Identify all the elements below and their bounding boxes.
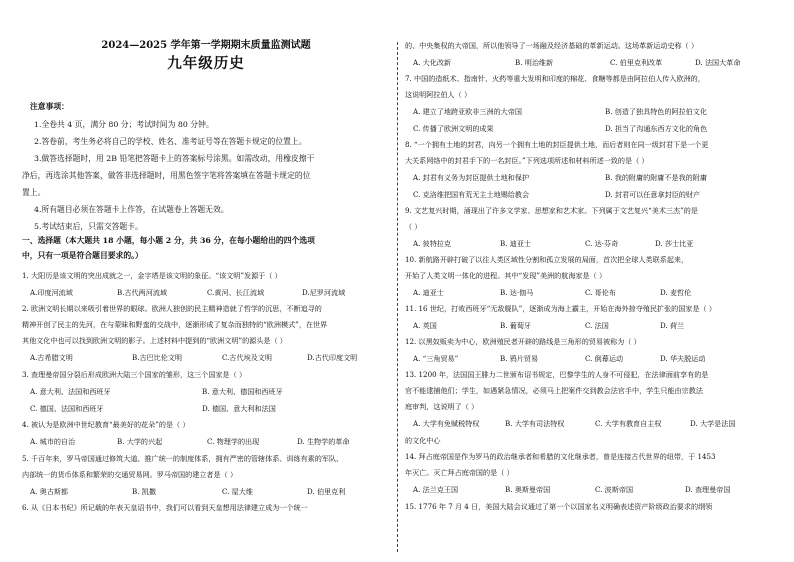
option: C. 克洛维把国有荒无主土地赐给教会 bbox=[413, 190, 530, 199]
option: B. 鸦片贸易 bbox=[500, 354, 539, 363]
option: C. 德国、法国和西班牙 bbox=[30, 404, 104, 413]
question-8-options bbox=[405, 173, 777, 184]
option: C. 物理学的出现 bbox=[207, 437, 260, 446]
question-9: （ ） bbox=[405, 222, 422, 231]
question-6-continued: 的、中央集权的大帝国，所以他领导了一场融及经济基础的革新运动。这场革新运动史称（ ） bbox=[405, 41, 699, 50]
option: C. 倒幕运动 bbox=[585, 354, 624, 363]
option: C.古代埃及文明 bbox=[222, 353, 272, 362]
option: C. 达·芬奇 bbox=[585, 239, 619, 248]
option: A. “三角贸易” bbox=[413, 354, 459, 363]
option: D. 荷兰 bbox=[660, 321, 685, 330]
option: A. 迪亚士 bbox=[413, 288, 444, 297]
notice-line: 3.做答选择题时，用 2B 铅笔把答题卡上的答案标号涂黑。如需改动，用橡皮擦干 bbox=[34, 154, 315, 163]
question-12: 12. 以黑奴贩卖为中心，欧洲殖民者开辟的路线是三角形的贸易被称为（ ） bbox=[405, 337, 641, 346]
option: B. 明治维新 bbox=[515, 58, 554, 67]
option: D. 查理曼帝国 bbox=[685, 485, 731, 494]
option: D. 封君可以任意拿封臣的财产 bbox=[605, 190, 701, 199]
option: B. 大学有司法特权 bbox=[505, 419, 565, 428]
question-3: 3. 查理曼帝国分裂后形成欧洲大陆三个国家的雏形，这三个国家是（ ） bbox=[22, 370, 247, 379]
option: A. 大学有免赋税特权 bbox=[413, 419, 480, 428]
question-13-options bbox=[405, 419, 777, 430]
question-5: 内部统一的货币体系和繁荣的交通贸易网。罗马帝国的建立者是（ ） bbox=[22, 470, 238, 479]
option: A. 彼特拉克 bbox=[413, 239, 452, 248]
option: D. 伯里克利 bbox=[307, 487, 346, 496]
option: A. 意大利、法国和西班牙 bbox=[30, 387, 111, 396]
option: B. 奥斯曼帝国 bbox=[505, 485, 551, 494]
option: B. 大学的兴起 bbox=[117, 437, 163, 446]
option: D. 担当了沟通东西方文化的角色 bbox=[605, 124, 708, 133]
question-10-options bbox=[405, 288, 777, 299]
option: C. 波斯帝国 bbox=[595, 485, 634, 494]
question-10: 10. 新航路开辟打破了以往人类区域性分割和孤立发展的局面，首次把全球人类联系起来， bbox=[405, 255, 689, 264]
question-6-options bbox=[405, 58, 777, 69]
question-15: 15. 1776 年 7 月 4 日，美国大陆会议通过了第一个以国家名义明确表述资产阶级政治要求的纲领 bbox=[405, 502, 713, 511]
notice-line: 1.全卷共 4 页，满分 80 分；考试时间为 80 分钟。 bbox=[34, 120, 214, 129]
question-6: 6. 从《日本书纪》所记载的年表天皇诏书中，我们可以看到天皇想用法律建立成为一个统一 bbox=[22, 503, 308, 512]
question-13-tail: 的文化中心 bbox=[405, 436, 441, 445]
question-10: 开始了人类文明一体化的进程。其中“发现”美洲的航海家是（ ） bbox=[405, 271, 607, 280]
option: A. 城市的自治 bbox=[30, 437, 76, 446]
question-3-options bbox=[22, 387, 390, 398]
question-8-options bbox=[405, 190, 777, 201]
question-11: 11. 16 世纪，打败西班牙“无敌舰队”，逐渐成为海上霸主，开始在海外掠夺殖民扩张的国家是（ ） bbox=[405, 304, 716, 313]
option: B. 达·伽马 bbox=[500, 288, 534, 297]
option: C. 法国 bbox=[585, 321, 609, 330]
option: D. 莎士比亚 bbox=[655, 239, 694, 248]
option: A. 建立了地跨亚欧非三洲的大帝国 bbox=[413, 107, 522, 116]
question-2-options bbox=[22, 353, 390, 364]
notice-line: 置上。 bbox=[22, 188, 46, 197]
question-3-options bbox=[22, 404, 390, 415]
option: C. 屋大维 bbox=[222, 487, 253, 496]
option: D. 德国、意大利和法国 bbox=[202, 404, 276, 413]
option: B. 我的附庸的附庸不是我的附庸 bbox=[605, 173, 707, 182]
question-13: 官不能逮捕他们；学生，如遇紧急情况，必须马上把案件交到教会法官手中，学生只能由宗教法 bbox=[405, 386, 703, 395]
question-5-options bbox=[22, 487, 390, 498]
option: A. 英国 bbox=[413, 321, 437, 330]
question-1: 1. 大阳历是该文明的突出成就之一，金字塔是该文明的象征。“该文明”发源于（ ） bbox=[22, 271, 282, 280]
question-7: 7. 中国的造纸术、指南针、火药等重大发明和印度的棉花、食糖等都是由阿拉伯人传入欧洲的， bbox=[405, 74, 705, 83]
question-14: 14. 拜占庭帝国是作为罗马的政治继承者和希腊的文化继承者，曾是连接古代世界的纽带，于 1453 bbox=[405, 452, 716, 461]
question-7: 这说明阿拉伯人（ ） bbox=[405, 90, 472, 99]
option: C. 伯里克利改革 bbox=[610, 58, 663, 67]
exam-title: 2024—2025 学年第一学期期末质量监测试题 bbox=[101, 40, 311, 51]
option: C.黄河、长江流域 bbox=[207, 288, 265, 297]
question-13: 13. 1200 年，法国国王腓力二世颁布诏书规定，巴黎学生的人身不可侵犯，在法律面前享有的是 bbox=[405, 370, 709, 379]
question-1-options bbox=[22, 288, 390, 299]
option: D.尼罗河流域 bbox=[302, 288, 346, 297]
option: B. 意大利、德国和西班牙 bbox=[202, 387, 283, 396]
question-11-options bbox=[405, 321, 777, 332]
option: D. 麦哲伦 bbox=[660, 288, 692, 297]
option: C. 传播了欧洲文明的成果 bbox=[413, 124, 494, 133]
option: B. 凯撒 bbox=[132, 487, 156, 496]
option: B.古巴比伦文明 bbox=[132, 353, 183, 362]
option: D.古代印度文明 bbox=[307, 353, 358, 362]
question-9-options bbox=[405, 239, 777, 250]
question-2: 精神开创了民主的先河，在与蒙昧和野蛮的交战中，逐渐形成了复杂而独特的“欧洲模式”，在世界 bbox=[22, 320, 328, 329]
option: A. 法兰克王国 bbox=[413, 485, 459, 494]
option: B. 迪亚士 bbox=[500, 239, 532, 248]
option: D. 法国大革命 bbox=[695, 58, 741, 67]
option: A. 大化改新 bbox=[413, 58, 452, 67]
option: D. 大学是法国 bbox=[690, 419, 736, 428]
question-2: 2. 欧洲文明长期以来吸引着世界的眼球。欧洲人独创的民主精神造就了哲学的沉思，不断追寻的 bbox=[22, 304, 322, 313]
option: A. 奥古斯都 bbox=[30, 487, 69, 496]
option: C. 大学有教育自主权 bbox=[595, 419, 662, 428]
subject-title: 九年级历史 bbox=[167, 55, 245, 72]
question-14: 年灭亡。灭亡拜占庭帝国的是（ ） bbox=[405, 468, 514, 477]
option: A.印度河流域 bbox=[30, 288, 73, 297]
option: A. 封君有义务为封臣提供土地和保护 bbox=[413, 173, 530, 182]
question-9: 9. 文艺复兴时期，涌现出了许多文学家、思想家和艺术家。下列属于文艺复兴“美术三杰”的是 bbox=[405, 206, 698, 215]
section-heading: 一、选择题（本大题共 18 小题，每小题 2 分，共 36 分，在每小题给出的四个选项 bbox=[22, 236, 315, 245]
section-heading: 中，只有一项是符合题目要求的。） bbox=[22, 251, 143, 260]
question-7-options bbox=[405, 107, 777, 118]
question-4: 4. 被认为是欧洲中世纪教育“最美好的花朵”的是（ ） bbox=[22, 420, 190, 429]
column-divider bbox=[397, 42, 398, 552]
question-4-options bbox=[22, 437, 390, 448]
question-2: 其他文化中也可以找到欧洲文明的影子。上述材料中提到的“欧洲文明”的源头是（ ） bbox=[22, 336, 287, 345]
notice-line: 5.考试结束后，只需交答题卡。 bbox=[34, 222, 143, 231]
notice-line: 净后，再选涂其他答案，做答非选择题时，用黑色签字笔将答案填在答题卡规定的位 bbox=[22, 171, 311, 180]
question-8: 大关系网络中的封君手下的一名封臣。”下列选项所述和材料所述一致的是（ ） bbox=[405, 156, 649, 165]
question-8: 8. “一个拥有土地的封君，向另一个拥有土地的封臣提供土地，而后者则在同一级封君下是一个更 bbox=[405, 140, 709, 149]
question-5: 5. 千百年来，罗马帝国通过修筑大道、推广统一的制度体系，拥有严密的管辖体系、训练有素的军队、 bbox=[22, 454, 344, 463]
option: A.古希腊文明 bbox=[30, 353, 73, 362]
notice-line: 4.所有题目必须在答题卡上作答，在试题卷上答题无效。 bbox=[34, 205, 229, 214]
question-13: 庭审判，这说明了（ ） bbox=[405, 402, 479, 411]
notice-heading: 注意事项： bbox=[30, 102, 69, 111]
right-column bbox=[405, 0, 777, 562]
option: C. 哥伦布 bbox=[585, 288, 616, 297]
option: B.古代两河流域 bbox=[117, 288, 168, 297]
option: D. 生物学的革命 bbox=[297, 437, 350, 446]
question-14-options bbox=[405, 485, 777, 496]
question-12-options bbox=[405, 354, 777, 365]
option: B. 创造了独具特色的阿拉伯文化 bbox=[605, 107, 707, 116]
option: D. 华夫脱运动 bbox=[660, 354, 706, 363]
notice-line: 2.答卷前，考生务必将自己的学校、姓名、准考证号等在答题卡规定的位置上。 bbox=[34, 137, 307, 146]
option: B. 葡萄牙 bbox=[500, 321, 532, 330]
question-7-options bbox=[405, 124, 777, 135]
left-column bbox=[22, 0, 390, 562]
